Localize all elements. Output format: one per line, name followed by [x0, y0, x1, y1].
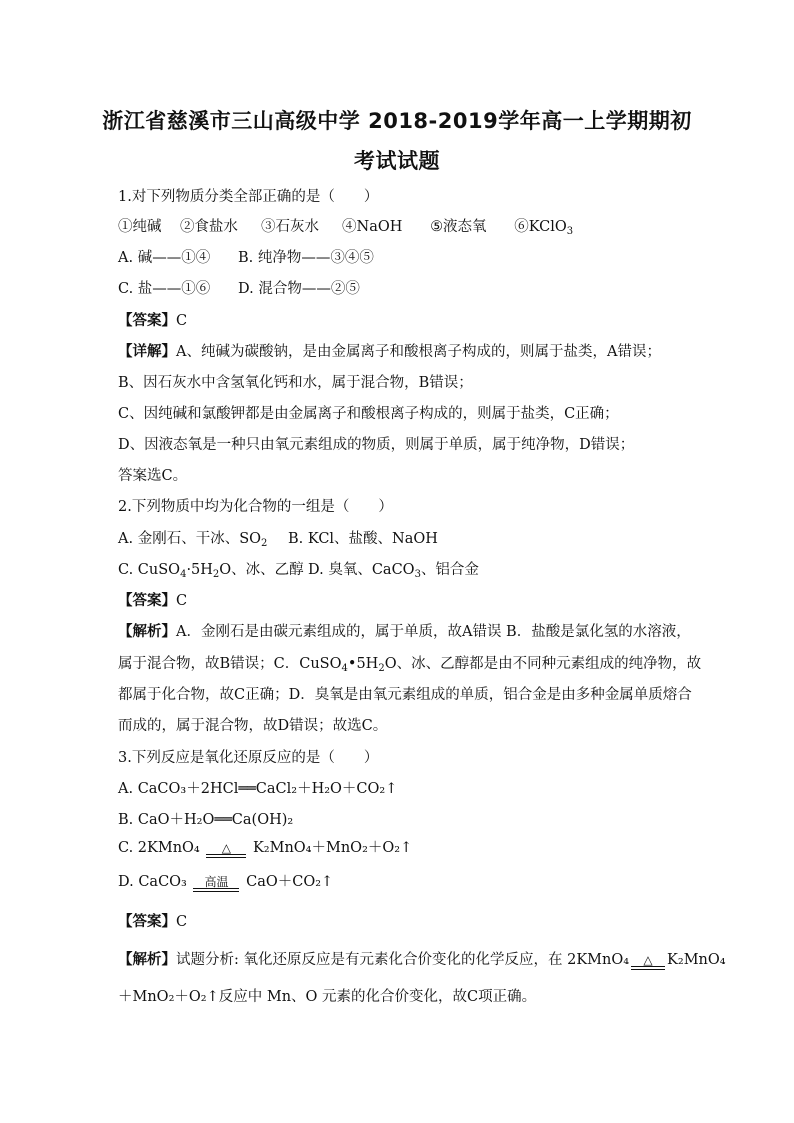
q3-answer — [118, 912, 187, 932]
q2-explain-line1 — [118, 622, 691, 642]
heat-condition-label: △ — [221, 841, 231, 855]
q2-explain-line4: 而成的，属于混合物，故D错误；故选C。 — [118, 718, 388, 734]
q2-option-d-sub: 3 — [414, 569, 421, 580]
q1-explain-line1 — [118, 342, 661, 362]
q2-answer-label: 【答案】 — [118, 592, 176, 609]
q2-option-c — [118, 560, 308, 580]
q2-explain-line3: 都属于化合物，故C正确；D．臭氧是由氧元素组成的单质，铝合金是由多种金属单质熔合 — [118, 687, 692, 703]
q3-option-d-pre: D. CaCO₃ — [118, 874, 187, 890]
q2-explain2-pre: 属于混合物，故B错误；C．CuSO — [118, 656, 342, 672]
q1-answer-value: C — [176, 313, 188, 329]
q2-option-d-pre: D. 臭氧、CaCO — [308, 562, 415, 578]
q2-option-c-sub: 4 — [180, 569, 187, 580]
q2-explain2-mid: •5H — [347, 656, 379, 672]
q2-explain-text-1: A．金刚石是由碳元素组成的，属于单质，故A错误 B．盐酸是氯化氢的水溶液， — [176, 624, 691, 640]
q3-explain1-pre: 试题分析: 氧化还原反应是有元素化合价变化的化学反应，在 2KMnO₄ — [176, 952, 630, 968]
q2-option-a — [118, 529, 288, 549]
q1-explain-line3: C、因纯碱和氯酸钾都是由金属离子和酸根离子构成的，则属于盐类，C正确； — [118, 406, 619, 422]
document-title-line2: 考试试题 — [354, 149, 440, 173]
q3-answer-label: 【答案】 — [118, 913, 176, 930]
q1-explain-line2: B、因石灰水中含氢氧化钙和水，属于混合物，B错误； — [118, 375, 473, 391]
q1-answer-label: 【答案】 — [118, 312, 176, 329]
reaction-condition-arrow — [193, 876, 239, 892]
high-temp-condition-label: 高温 — [204, 875, 229, 889]
q2-explain2-post: O、冰、乙醇都是由不同种元素组成的纯净物，故 — [384, 656, 702, 672]
q3-option-a: A. CaCO₃＋2HCl══CaCl₂＋H₂O＋CO₂↑ — [118, 781, 398, 797]
q1-item-3: ③石灰水 — [260, 219, 319, 235]
q2-explain-line2 — [118, 654, 701, 674]
q2-option-d-tail: 、铝合金 — [420, 562, 479, 578]
q2-option-d — [308, 562, 479, 578]
q2-option-a-sub: 2 — [261, 538, 268, 549]
q1-options-cd — [118, 279, 360, 299]
q1-option-a: A. 碱——①④ — [118, 250, 211, 266]
q3-option-d — [118, 872, 333, 892]
q1-option-c: C. 盐——①⑥ — [118, 281, 211, 297]
q1-items — [118, 217, 573, 237]
q2-options-ab — [118, 529, 438, 549]
heat-condition-label: △ — [643, 953, 653, 967]
q2-explain-label: 【解析】 — [118, 623, 176, 640]
q1-explain-line5: 答案选C。 — [118, 468, 188, 484]
q3-option-d-post: CaO＋CO₂↑ — [246, 874, 334, 890]
q3-explain-label: 【解析】 — [118, 951, 176, 968]
q1-item-2: ②食盐水 — [179, 219, 238, 235]
document-title-line1: 浙江省慈溪市三山高级中学 2018-2019学年高一上学期期初 — [102, 109, 692, 133]
q1-explain-line4: D、因液态氧是一种只由氧元素组成的物质，则属于单质，属于纯净物，D错误； — [118, 437, 635, 453]
q2-answer — [118, 591, 187, 611]
q1-explain-label: 【详解】 — [118, 343, 176, 360]
q2-option-c-pre: C. CuSO — [118, 562, 181, 578]
q1-item-5: ⑤液态氧 — [430, 219, 487, 235]
q1-item-6-sub: 3 — [566, 226, 574, 237]
q3-explain-line1 — [118, 950, 726, 970]
q2-option-b: B. KCl、盐酸、NaOH — [288, 531, 438, 547]
q3-stem: 3.下列反应是氧化还原反应的是（ ） — [118, 750, 379, 766]
q3-option-c-post: K₂MnO₄＋MnO₂＋O₂↑ — [252, 840, 413, 856]
q1-answer — [118, 311, 187, 331]
q3-option-c — [118, 838, 412, 858]
q1-stem: 1.对下列物质分类全部正确的是（ ） — [118, 189, 379, 205]
q3-answer-value: C — [176, 914, 188, 930]
q2-option-c-sub2: 2 — [212, 569, 220, 580]
q1-option-b: B. 纯净物——③④⑤ — [238, 250, 374, 266]
q1-explain-text-1: A、纯碱为碳酸钠，是由金属离子和酸根离子构成的，则属于盐类，A错误； — [176, 344, 661, 360]
q1-option-d: D. 混合物——②⑤ — [238, 281, 360, 297]
q2-option-c-tail: O、冰、乙醇 — [219, 562, 304, 578]
q1-item-1: ①纯碱 — [118, 219, 162, 235]
q1-item-4: ④NaOH — [342, 219, 403, 235]
q2-explain2-sub: 4 — [341, 663, 348, 674]
q2-option-c-mid: ·5H — [186, 562, 213, 578]
reaction-condition-arrow — [631, 954, 665, 970]
q2-answer-value: C — [176, 593, 188, 609]
q3-option-b: B. CaO＋H₂O══Ca(OH)₂ — [118, 812, 294, 828]
q3-explain-line2: ＋MnO₂＋O₂↑反应中 Mn、O 元素的化合价变化，故C项正确。 — [118, 989, 537, 1005]
q2-stem: 2.下列物质中均为化合物的一组是（ ） — [118, 499, 393, 515]
q2-explain2-sub2: 2 — [378, 663, 385, 674]
q2-options-cd — [118, 560, 479, 580]
q3-option-c-pre: C. 2KMnO₄ — [118, 840, 200, 856]
q2-option-a-text: A. 金刚石、干冰、SO — [118, 531, 262, 547]
q1-item-6: ⑥KClO — [514, 219, 567, 235]
q1-options-ab — [118, 248, 374, 268]
q3-explain1-post: K₂MnO₄ — [667, 952, 726, 968]
reaction-condition-arrow — [206, 842, 246, 858]
